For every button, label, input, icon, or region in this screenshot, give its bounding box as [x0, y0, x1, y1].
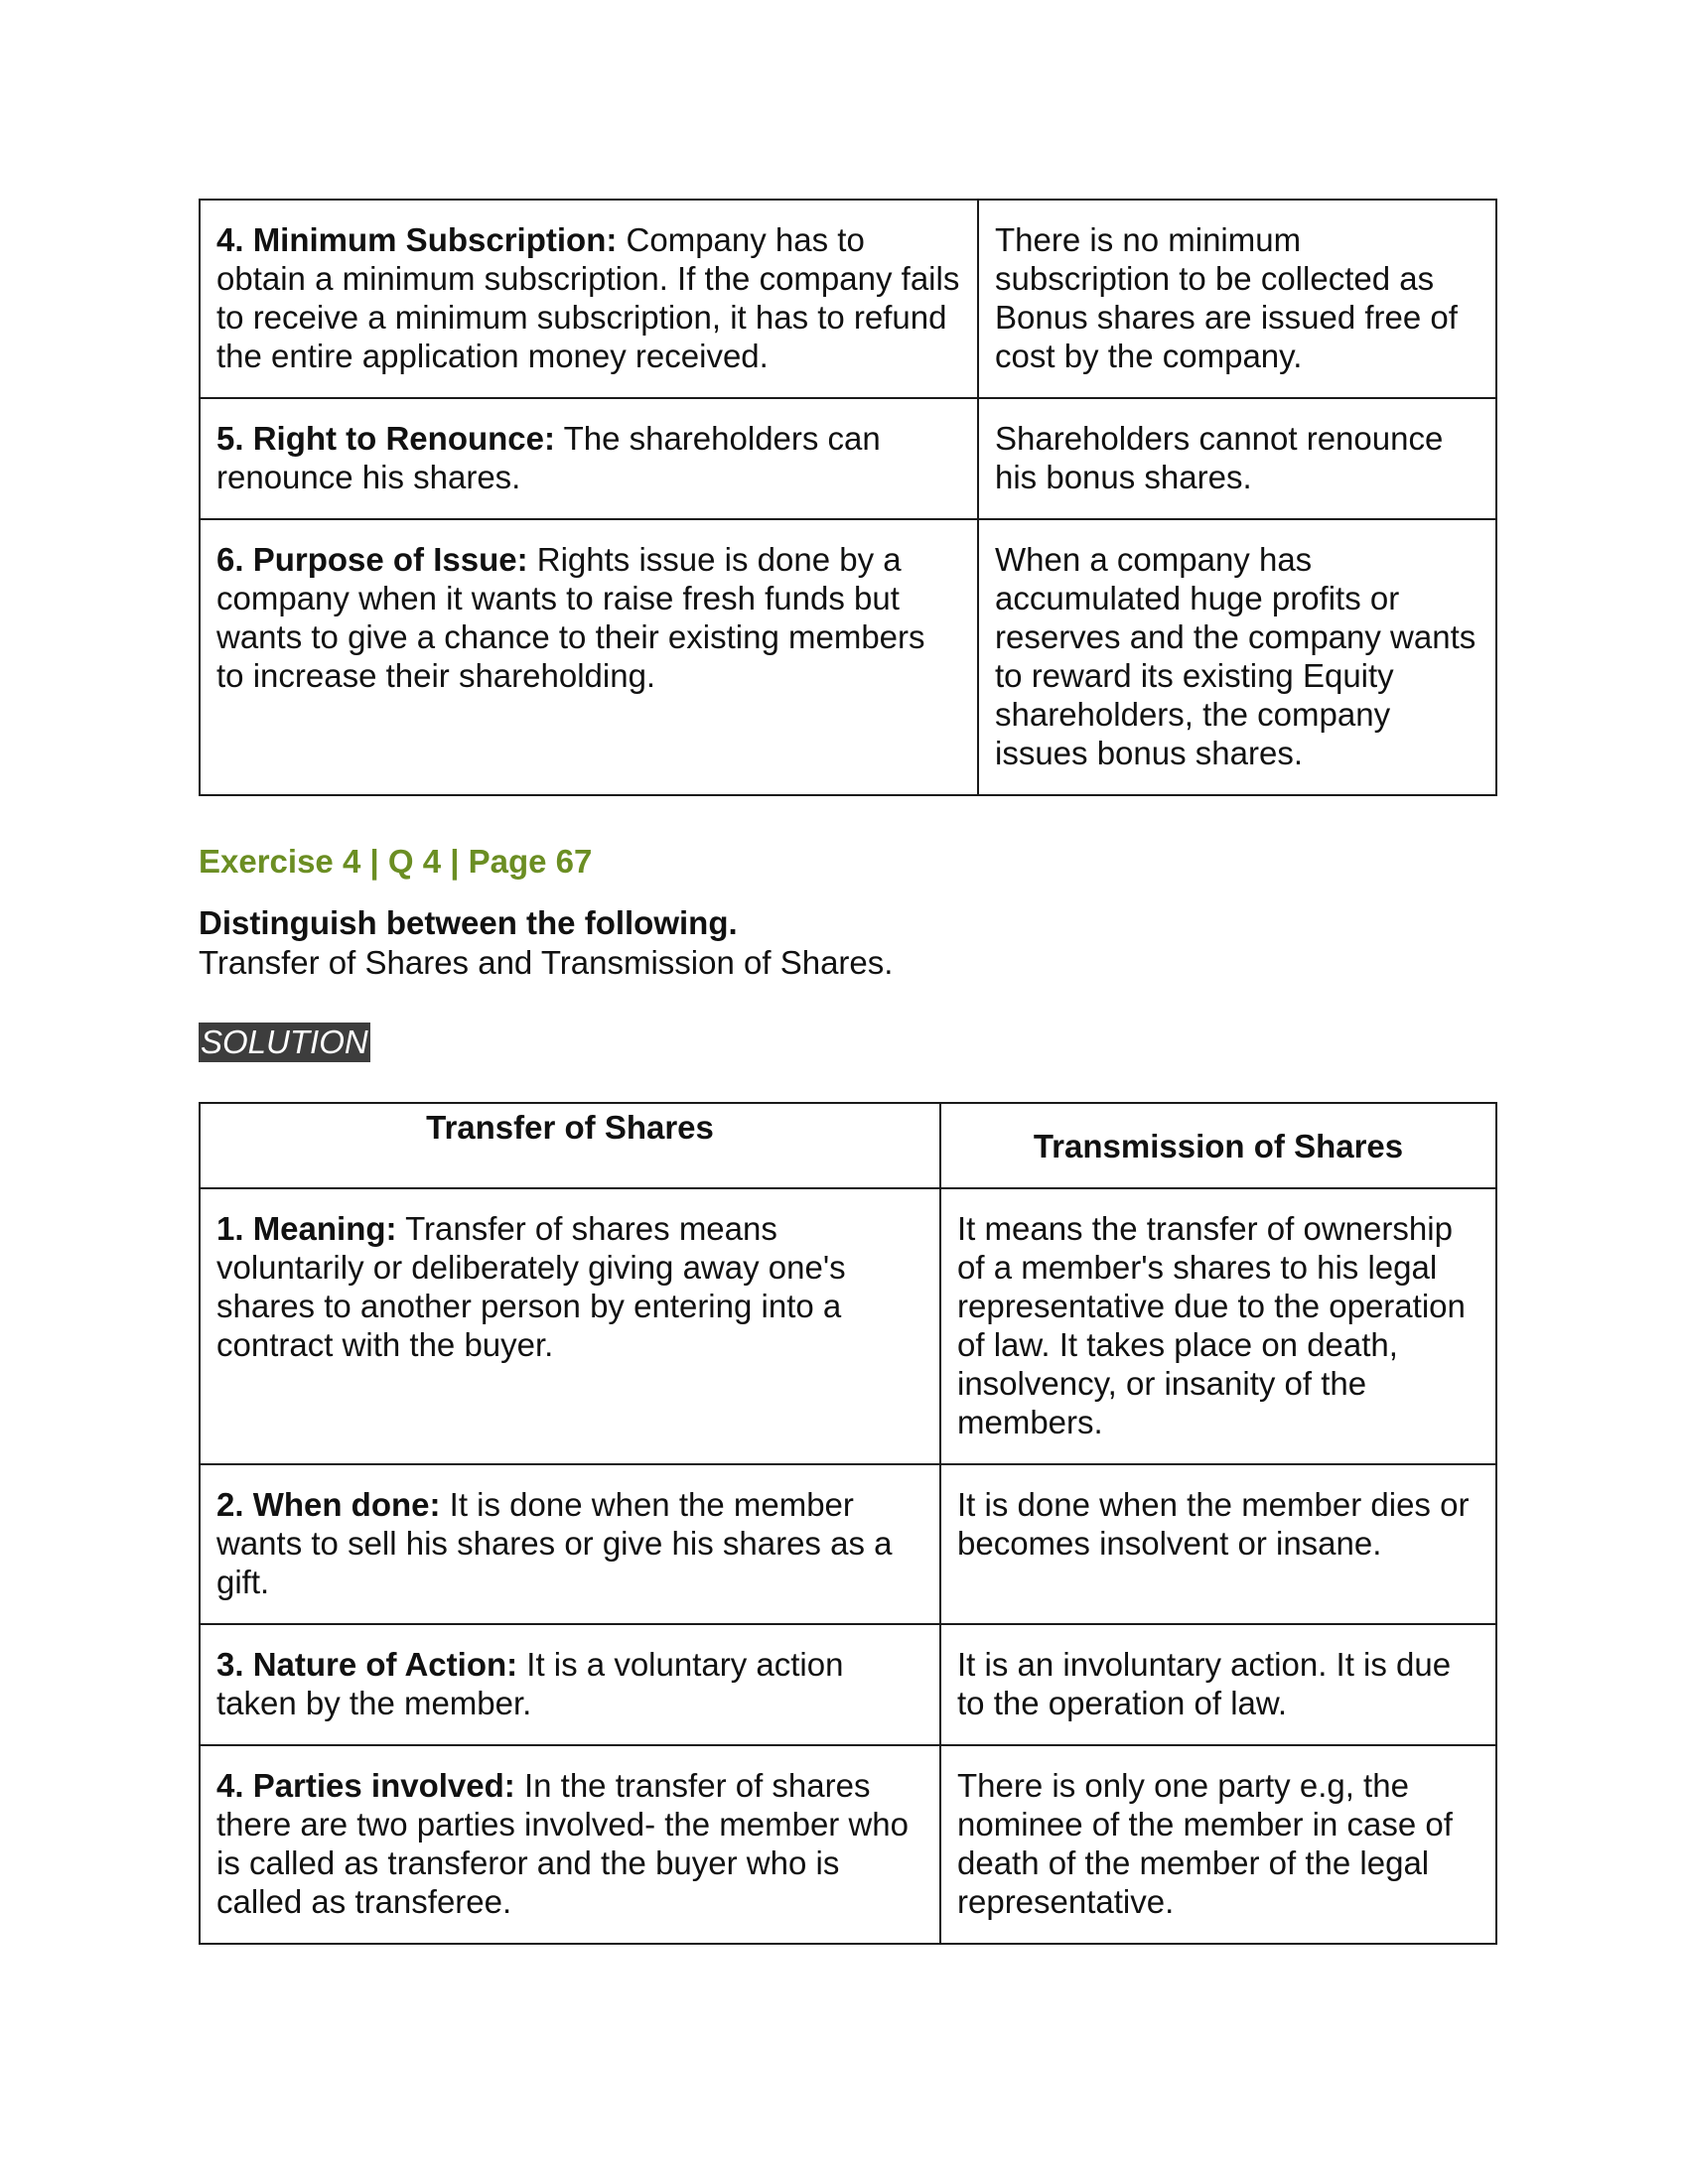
table-row — [200, 398, 1496, 519]
question-title: Distinguish between the following. — [199, 904, 738, 941]
table-row — [200, 1464, 1496, 1624]
table-row — [200, 1188, 1496, 1464]
row-heading: 6. Purpose of Issue: — [216, 541, 528, 578]
table-cell — [200, 1624, 940, 1745]
table-cell — [200, 200, 978, 398]
cell-text: There is only one party e.g, the nominee of the member in case of death of the member of the legal representative. — [957, 1767, 1453, 1920]
table-row — [200, 519, 1496, 795]
exercise-heading[interactable]: Exercise 4 | Q 4 | Page 67 — [199, 843, 593, 880]
table-cell — [200, 1188, 940, 1464]
table-cell — [200, 398, 978, 519]
table-header-row — [200, 1103, 1496, 1188]
solution-badge: SOLUTION — [201, 1024, 368, 1060]
cell-text: Company has to obtain a minimum subscription. If the company fails to receive a minimum subscription, it has to refund the entire application money received. — [216, 221, 960, 374]
question-text: Transfer of Shares and Transmission of Shares. — [199, 944, 894, 981]
rights-vs-bonus-table — [199, 199, 1497, 796]
column-header: Transfer of Shares — [200, 1103, 940, 1188]
cell-text: It means the transfer of ownership of a member's shares to his legal representative due to the operation of law. It takes place on death, insolvency, or insanity of the members. — [957, 1210, 1466, 1440]
row-heading: 3. Nature of Action: — [216, 1646, 518, 1683]
cell-text: In the transfer of shares there are two parties involved- the member who is called as transferor and the buyer who is called as transferee. — [216, 1767, 909, 1920]
spacer — [199, 1062, 1497, 1102]
transfer-vs-transmission-table — [199, 1102, 1497, 1945]
cell-text: It is done when the member dies or becomes insolvent or insane. — [957, 1486, 1470, 1562]
cell-text: The shareholders can renounce his shares. — [216, 420, 881, 495]
cell-text: Rights issue is done by a company when it wants to raise fresh funds but wants to give a chance to their existing members to increase their shareholding. — [216, 541, 925, 694]
table-cell — [940, 1745, 1496, 1944]
cell-text: Transfer of shares means voluntarily or deliberately giving away one's shares to another person by entering into a contract with the buyer. — [216, 1210, 846, 1363]
table-cell — [940, 1188, 1496, 1464]
table-row — [200, 1745, 1496, 1944]
row-heading: 2. When done: — [216, 1486, 441, 1523]
cell-text: Shareholders cannot renounce his bonus shares. — [995, 420, 1444, 495]
cell-text: It is done when the member wants to sell his shares or give his shares as a gift. — [216, 1486, 893, 1600]
table-cell — [978, 519, 1496, 795]
table-cell — [978, 398, 1496, 519]
column-header: Transmission of Shares — [940, 1103, 1496, 1188]
cell-text: When a company has accumulated huge profits or reserves and the company wants to reward its existing Equity shareholders, the company issues bonus shares. — [995, 541, 1477, 771]
table-row — [200, 200, 1496, 398]
table-row — [200, 1624, 1496, 1745]
row-heading: 4. Minimum Subscription: — [216, 221, 618, 258]
cell-text: It is a voluntary action taken by the member. — [216, 1646, 844, 1721]
cell-text: It is an involuntary action. It is due to the operation of law. — [957, 1646, 1452, 1721]
table-cell — [940, 1464, 1496, 1624]
row-heading: 5. Right to Renounce: — [216, 420, 555, 457]
table-cell — [940, 1624, 1496, 1745]
table-cell — [200, 1464, 940, 1624]
row-heading: 4. Parties involved: — [216, 1767, 515, 1804]
table-cell — [978, 200, 1496, 398]
row-heading: 1. Meaning: — [216, 1210, 397, 1247]
table-cell — [200, 519, 978, 795]
document-page — [199, 199, 1497, 1945]
table-cell — [200, 1745, 940, 1944]
cell-text: There is no minimum subscription to be collected as Bonus shares are issued free of cost by the company. — [995, 221, 1458, 374]
